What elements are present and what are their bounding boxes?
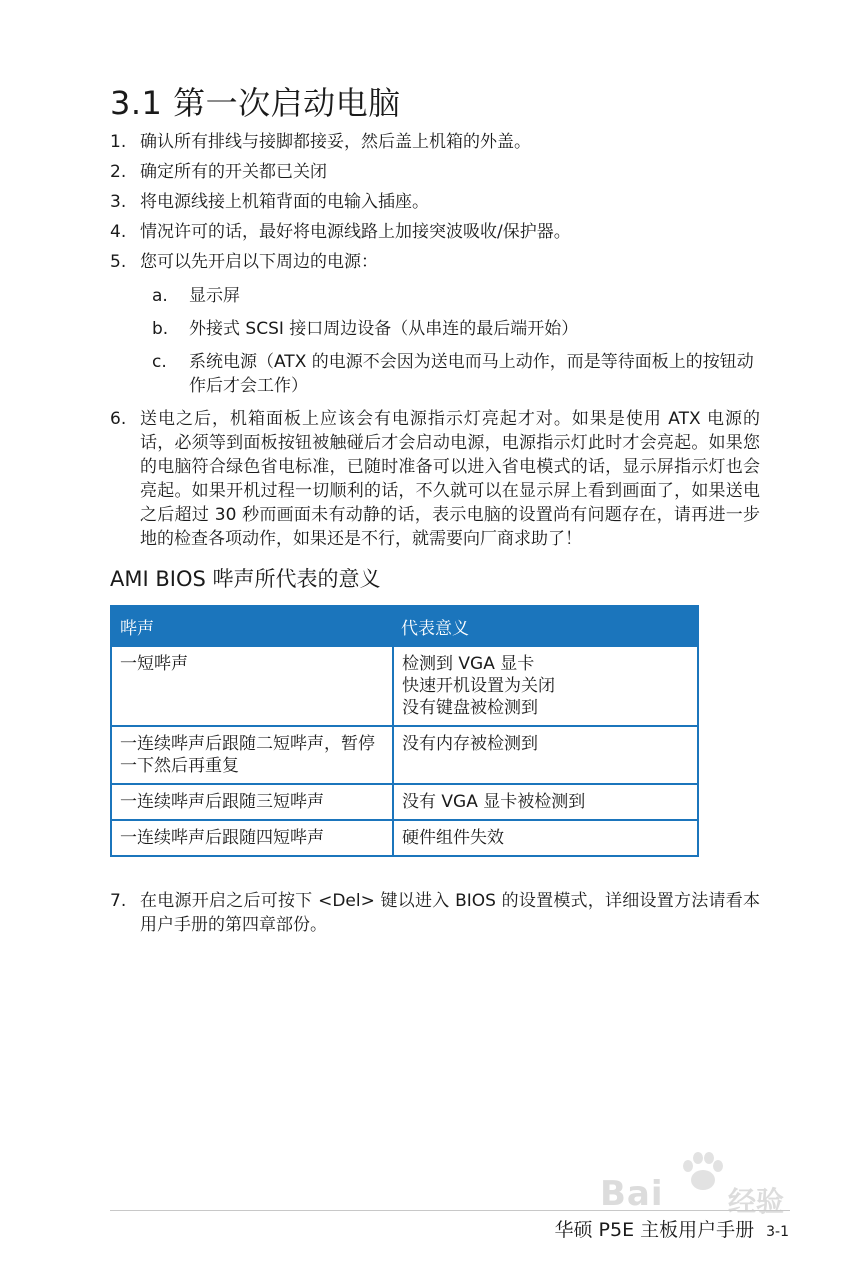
beep-cell: 一连续哔声后跟随二短哔声，暂停一下然后再重复 <box>111 726 393 784</box>
sublist-item <box>152 317 760 341</box>
meaning-line: 没有内存被检测到 <box>402 734 538 754</box>
sublist-item <box>152 284 760 308</box>
watermark-text-2: 经验 <box>728 1185 785 1218</box>
beep-code-table <box>110 605 699 857</box>
list-item <box>110 250 760 398</box>
sublist-letter: b. <box>152 319 169 339</box>
meaning-line: 没有键盘被检测到 <box>402 698 538 718</box>
steps-list <box>110 130 760 943</box>
section-heading: AMI BIOS 哔声所代表的意义 <box>110 567 381 591</box>
table-row <box>111 726 698 784</box>
step-number: 1. <box>110 132 127 152</box>
sublist-letter: a. <box>152 286 168 306</box>
table-row <box>111 784 698 820</box>
power-on-sublist <box>152 284 760 398</box>
list-item <box>110 190 760 214</box>
page-footer <box>554 1215 789 1242</box>
step-text: 情况许可的话，最好将电源线路上加接突波吸收/保护器。 <box>140 222 571 242</box>
meaning-cell <box>393 820 698 856</box>
list-item <box>110 130 760 154</box>
page-title: 3.1 第一次启动电脑 <box>110 84 401 122</box>
step-text: 在电源开启之后可按下 <Del> 键以进入 BIOS 的设置模式，详细设置方法请看本用户手册的第四章部份。 <box>140 891 760 935</box>
sublist-letter: c. <box>152 352 167 372</box>
list-item <box>110 220 760 244</box>
step-text: 将电源线接上机箱背面的电输入插座。 <box>140 192 429 212</box>
table-header-row <box>111 606 698 646</box>
list-item <box>110 889 760 937</box>
meaning-line: 快速开机设置为关闭 <box>402 676 555 696</box>
meaning-cell <box>393 784 698 820</box>
step-text: 送电之后，机箱面板上应该会有电源指示灯亮起才对。如果是使用 ATX 电源的话，必须等到面板按钮被触碰后才会启动电源，电源指示灯此时才会亮起。如果您的电脑符合绿色省电标准，已随时准备可以进入省电模式的话，显示屏指示灯也会亮起。如果开机过程一切顺利的话，不久就可以在显示屏上看到画面了，如果送电之后超过 30 秒而画面未有动静的话，表示电脑的设置尚有问题存在，请再进一步地的检查各项动作，如果还是不行，就需要向厂商求助了！ <box>140 409 760 549</box>
step-number: 2. <box>110 162 127 182</box>
sublist-text: 外接式 SCSI 接口周边设备（从串连的最后端开始） <box>189 319 579 339</box>
list-item <box>110 160 760 184</box>
table-row <box>111 646 698 726</box>
header-beep: 哔声 <box>111 606 393 646</box>
sublist-item <box>152 350 760 398</box>
beep-cell: 一短哔声 <box>111 646 393 726</box>
meaning-cell <box>393 726 698 784</box>
step-number: 3. <box>110 192 127 212</box>
footer-divider <box>110 1210 790 1211</box>
meaning-line: 检测到 VGA 显卡 <box>402 654 535 674</box>
page-number: 3-1 <box>766 1224 789 1240</box>
meaning-line: 硬件组件失效 <box>402 828 504 848</box>
paw-icon <box>678 1150 726 1194</box>
footer-title: 华硕 P5E 主板用户手册 <box>554 1219 755 1241</box>
step-number: 5. <box>110 252 127 272</box>
sublist-text: 系统电源（ATX 的电源不会因为送电而马上动作，而是等待面板上的按钮动作后才会工作） <box>189 352 754 396</box>
header-meaning: 代表意义 <box>393 606 698 646</box>
watermark-text: Bai <box>600 1174 664 1214</box>
beep-cell: 一连续哔声后跟随三短哔声 <box>111 784 393 820</box>
meaning-cell <box>393 646 698 726</box>
meaning-line: 没有 VGA 显卡被检测到 <box>402 792 586 812</box>
step-number: 7. <box>110 891 127 911</box>
list-item <box>110 407 760 551</box>
step-text: 您可以先开启以下周边的电源： <box>140 252 378 272</box>
step-number: 4. <box>110 222 127 242</box>
step-text: 确认所有排线与接脚都接妥，然后盖上机箱的外盖。 <box>140 132 531 152</box>
sublist-text: 显示屏 <box>189 286 240 306</box>
beep-cell: 一连续哔声后跟随四短哔声 <box>111 820 393 856</box>
table-row <box>111 820 698 856</box>
step-number: 6. <box>110 409 127 429</box>
step-text: 确定所有的开关都已关闭 <box>140 162 327 182</box>
